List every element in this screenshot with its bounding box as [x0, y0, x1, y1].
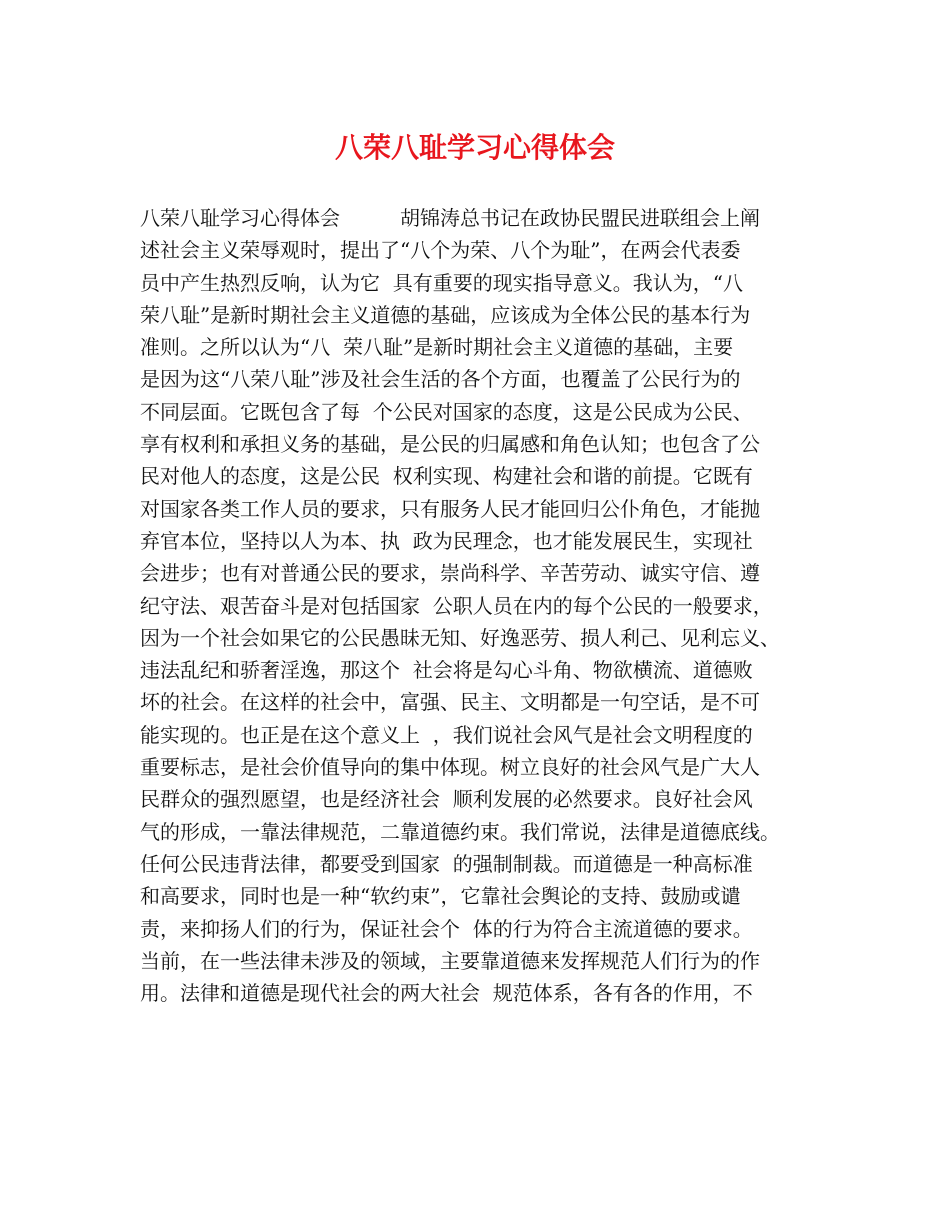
body-text-line: 准则。之所以认为“八 荣八耻”是新时期社会主义道德的基础，主要: [140, 335, 734, 360]
body-text-line: 和高要求，同时也是一种“软约束”，它靠社会舆论的支持、鼓励或谴: [140, 884, 741, 909]
document-body: [140, 202, 830, 1009]
body-text-line: 当前，在一些法律未涉及的领域，主要靠道德来发挥规范人们行为的作: [140, 948, 760, 973]
body-text-line: 气的形成，一靠法律规范，二靠道德约束。我们常说，法律是道德底线。: [140, 819, 780, 844]
body-text-line: 重要标志，是社会价值导向的集中体现。树立良好的社会风气是广大人: [140, 755, 760, 780]
body-text-line: 责，来抑扬人们的行为，保证社会个 体的行为符合主流道德的要求。: [140, 916, 753, 941]
body-text-line: 纪守法、艰苦奋斗是对包括国家 公职人员在内的每个公民的一般要求，: [140, 593, 773, 618]
body-text-line: 用。法律和道德是现代社会的两大社会 规范体系，各有各的作用，不: [140, 981, 753, 1006]
body-text-line: 荣八耻”是新时期社会主义道德的基础，应该成为全体公民的基本行为: [140, 302, 751, 327]
body-text-line: 能实现的。也正是在这个意义上 ，我们说社会风气是社会文明程度的: [140, 722, 753, 747]
body-text-line: 员中产生热烈反响，认为它 具有重要的现实指导意义。我认为，“八: [140, 270, 743, 295]
body-text-line: 享有权利和承担义务的基础，是公民的归属感和角色认知；也包含了公: [140, 432, 760, 457]
body-text-line: 是因为这“八荣八耻”涉及社会生活的各个方面，也覆盖了公民行为的: [140, 367, 741, 392]
body-text-line: 会进步；也有对普通公民的要求，崇尚科学、辛苦劳动、诚实守信、遵: [140, 561, 760, 586]
body-text-line: 民对他人的态度，这是公民 权利实现、构建社会和谐的前提。它既有: [140, 464, 753, 489]
body-text-line: 八荣八耻学习心得体会 胡锦涛总书记在政协民盟民进联组会上阐: [140, 206, 760, 230]
body-text-line: 坏的社会。在这样的社会中，富强、民主、文明都是一句空话，是不可: [140, 690, 760, 715]
body-text-line: 违法乱纪和骄奢淫逸，那这个 社会将是勾心斗角、物欲横流、道德败: [140, 658, 753, 683]
body-text-line: 不同层面。它既包含了每 个公民对国家的态度，这是公民成为公民、: [140, 399, 753, 424]
body-text-line: 弃官本位，坚持以人为本、执 政为民理念，也才能发展民生，实现社: [140, 528, 753, 553]
body-text-line: 对国家各类工作人员的要求，只有服务人民才能回归公仆角色，才能抛: [140, 496, 760, 521]
body-text-line: 述社会主义荣辱观时，提出了“八个为荣、八个为耻”，在两会代表委: [140, 238, 741, 263]
document-title: 八荣八耻学习心得体会: [334, 131, 615, 164]
body-text-line: 因为一个社会如果它的公民愚昧无知、好逸恶劳、损人利己、见利忘义、: [140, 625, 780, 650]
body-text-line: 民群众的强烈愿望，也是经济社会 顺利发展的必然要求。良好社会风: [140, 787, 753, 812]
body-text-line: 任何公民违背法律，都要受到国家 的强制制裁。而道德是一种高标准: [140, 851, 753, 876]
